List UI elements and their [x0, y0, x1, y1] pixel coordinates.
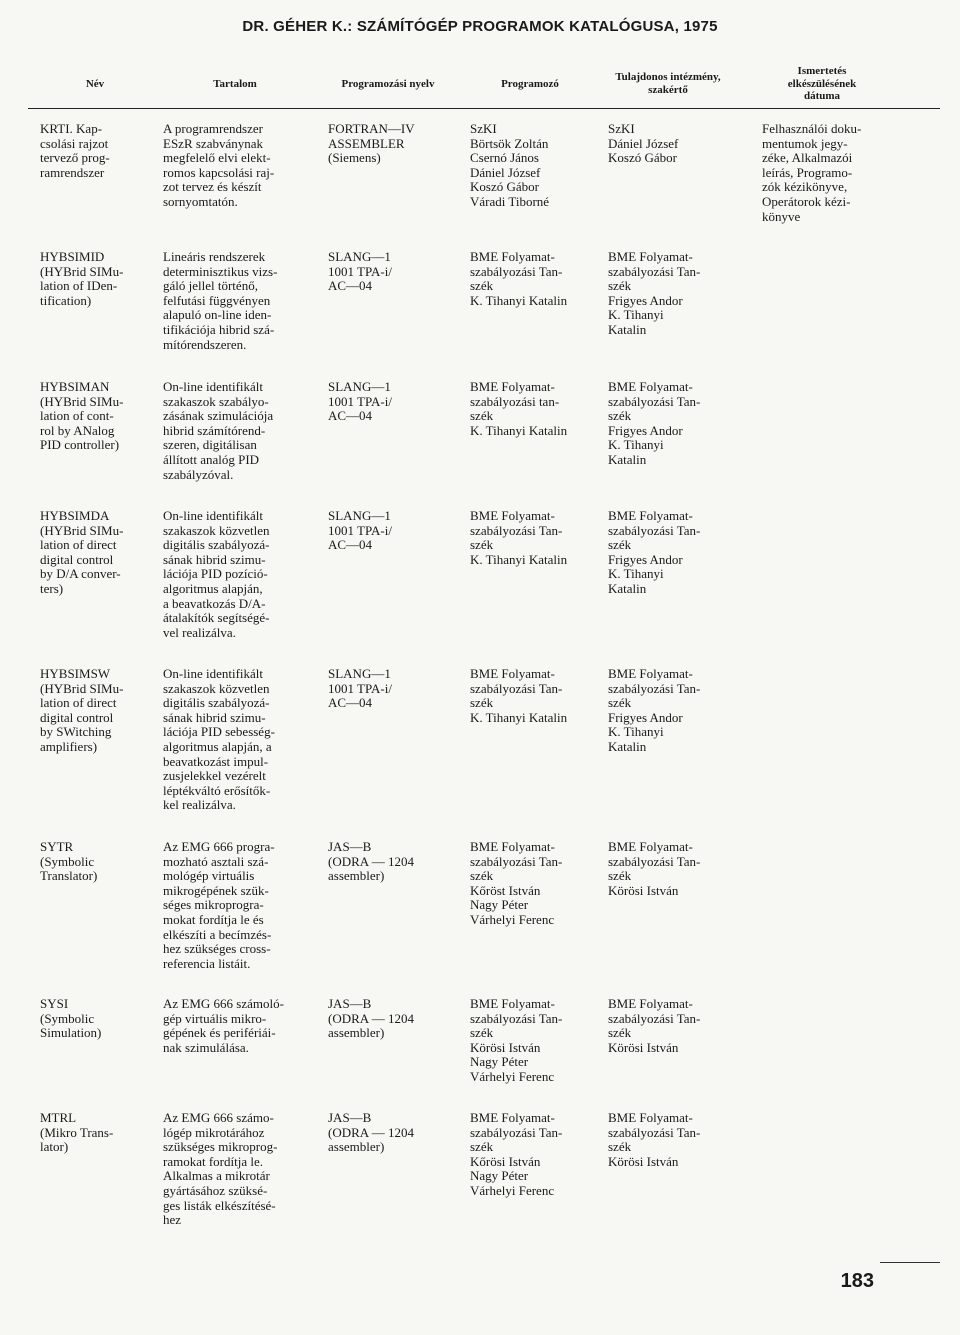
- program-name: SYTR (Symbolic Translator): [40, 839, 98, 884]
- program-content: On-line identifikált szakaszok közvetlen digitális szabályozá- sának hibrid szimu- lációja PID sebesség- algoritmus alapján, a beavatkozást impul- zusjelekkel vezérelt léptékváltó erősítők- kel realizálva.: [163, 666, 275, 813]
- program-programmer: BME Folyamat- szabályozási Tan- szék Kőröst István Nagy Péter Várhelyi Ferenc: [470, 839, 563, 927]
- program-language: SLANG—1 1001 TPA-i/ AC—04: [328, 249, 392, 294]
- program-name: HYBSIMSW (HYBrid SIMu- lation of direct digital control by SWitching amplifiers): [40, 666, 124, 754]
- program-owner: BME Folyamat- szabályozási Tan- szék Frigyes Andor K. Tihanyi Katalin: [608, 666, 701, 754]
- program-name: KRTI. Kap- csolási rajzot tervező prog- ramrendszer: [40, 121, 110, 180]
- program-content: On-line identifikált szakaszok közvetlen digitális szabályozá- sának hibrid szimu- lációja PID pozíció- algoritmus alapján, a beavatkozás D/A- átalakítók segítségé- vel realizálva.: [163, 508, 270, 640]
- program-owner: BME Folyamat- szabályozási Tan- szék Körösi István: [608, 996, 701, 1055]
- program-content: Az EMG 666 számo- lógép mikrotárához szükséges mikroprog- ramokat fordítja le. Alkalmas a mikrotár gyártásához szüksé- ges listák elkészítésé- hez: [163, 1110, 278, 1228]
- program-language: JAS—B (ODRA — 1204 assembler): [328, 839, 414, 884]
- program-language: SLANG—1 1001 TPA-i/ AC—04: [328, 666, 392, 711]
- program-owner: BME Folyamat- szabályozási Tan- szék Frigyes Andor K. Tihanyi Katalin: [608, 379, 701, 467]
- column-header-name: Név: [85, 77, 105, 90]
- program-owner: BME Folyamat- szabályozási Tan- szék Frigyes Andor K. Tihanyi Katalin: [608, 508, 701, 596]
- program-language: FORTRAN—IV ASSEMBLER (Siemens): [328, 121, 415, 166]
- program-programmer: BME Folyamat- szabályozási Tan- szék Körösi István Nagy Péter Várhelyi Ferenc: [470, 996, 563, 1084]
- program-name: MTRL (Mikro Trans- lator): [40, 1110, 114, 1155]
- program-programmer: BME Folyamat- szabályozási tan- szék K. Tihanyi Katalin: [470, 379, 568, 438]
- program-owner: BME Folyamat- szabályozási Tan- szék Frigyes Andor K. Tihanyi Katalin: [608, 249, 701, 337]
- program-name: HYBSIMID (HYBrid SIMu- lation of IDen- tification): [40, 249, 124, 308]
- column-header-programmer: Programozó: [501, 77, 559, 90]
- program-owner: BME Folyamat- szabályozási Tan- szék Körösi István: [608, 839, 701, 898]
- page-number: 183: [840, 1270, 874, 1292]
- footer-rule: [880, 1262, 940, 1263]
- program-programmer: BME Folyamat- szabályozási Tan- szék Kőrösi István Nagy Péter Várhelyi Ferenc: [470, 1110, 563, 1198]
- program-content: A programrendszer ESzR szabványnak megfelelő elvi elekt- romos kapcsolási raj- zot tervez és készít sornyomtatón.: [163, 121, 275, 209]
- header-rule: [28, 108, 940, 109]
- program-language: JAS—B (ODRA — 1204 assembler): [328, 996, 414, 1041]
- program-owner: SzKI Dániel József Koszó Gábor: [608, 121, 679, 166]
- program-description: Felhasználói doku- mentumok jegy- zéke, Alkalmazói leírás, Programo- zók kézikönyve, Operátorok kézi- könyve: [762, 121, 862, 224]
- program-name: HYBSIMAN (HYBrid SIMu- lation of cont- rol by ANalog PID controller): [40, 379, 124, 453]
- program-language: SLANG—1 1001 TPA-i/ AC—04: [328, 379, 392, 424]
- program-programmer: BME Folyamat- szabályozási Tan- szék K. Tihanyi Katalin: [470, 508, 568, 567]
- column-header-owner: Tulajdonos intézmény, szakértő: [615, 71, 721, 96]
- program-name: HYBSIMDA (HYBrid SIMu- lation of direct digital control by D/A conver- ters): [40, 508, 124, 596]
- program-content: On-line identifikált szakaszok szabályo- zásának szimulációja hibrid számítórend- szeren, digitálisan állított analóg PID szabályzóval.: [163, 379, 274, 482]
- column-header-content: Tartalom: [213, 77, 257, 90]
- column-header-description: Ismertetés elkészülésének dátuma: [787, 65, 857, 103]
- program-content: Az EMG 666 progra- mozható asztali szá- mológép virtuális mikrogépének szük- séges mikroprogra- mokat fordítja le és elkészíti a becímzés- hez szükséges cross- referencia listáit.: [163, 839, 275, 971]
- column-header-language: Programozási nyelv: [341, 77, 435, 90]
- program-programmer: BME Folyamat- szabályozási Tan- szék K. Tihanyi Katalin: [470, 249, 568, 308]
- program-programmer: SzKI Börtsök Zoltán Csernó János Dániel József Koszó Gábor Váradi Tiborné: [470, 121, 550, 209]
- page-header: DR. GÉHER K.: SZÁMÍTÓGÉP PROGRAMOK KATALÓGUSA, 1975: [242, 18, 718, 35]
- program-content: Lineáris rendszerek determinisztikus vizs- gáló jellel történő, felfutási függvényen alapuló on-line iden- tifikációja hibrid szá- mítórendszeren.: [163, 249, 278, 352]
- program-language: JAS—B (ODRA — 1204 assembler): [328, 1110, 414, 1155]
- program-content: Az EMG 666 számoló- gép virtuális mikro- gépének és perifériái- nak szimulálása.: [163, 996, 284, 1055]
- program-programmer: BME Folyamat- szabályozási Tan- szék K. Tihanyi Katalin: [470, 666, 568, 725]
- program-language: SLANG—1 1001 TPA-i/ AC—04: [328, 508, 392, 553]
- program-owner: BME Folyamat- szabályozási Tan- szék Körösi István: [608, 1110, 701, 1169]
- program-name: SYSI (Symbolic Simulation): [40, 996, 102, 1041]
